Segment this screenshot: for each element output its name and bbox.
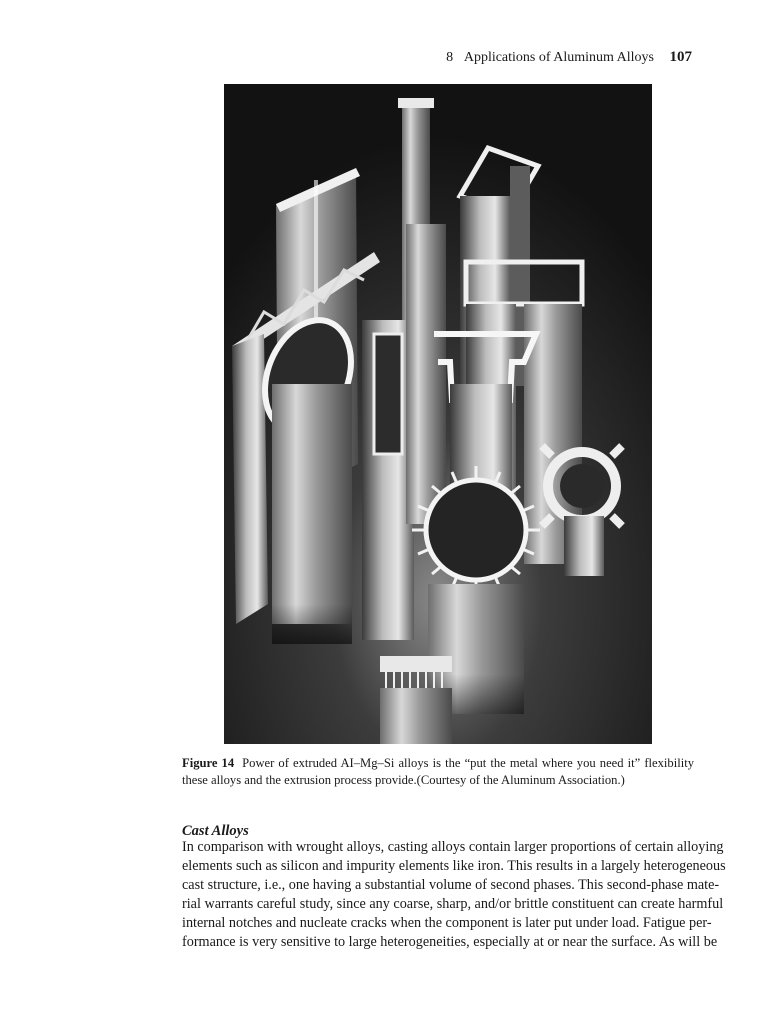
paragraph-line: cast structure, i.e., one having a substantial volume of second phases. This second-phase mate- (182, 877, 720, 893)
paragraph-line: elements such as silicon and impurity elements like iron. This results in a largely heterogeneous (182, 858, 726, 874)
paragraph-line: In comparison with wrought alloys, casting alloys contain larger proportions of certain alloying (182, 839, 724, 855)
running-head (446, 48, 692, 67)
figure-caption (182, 755, 694, 789)
body-paragraph (182, 838, 726, 952)
page-number: 107 (669, 49, 692, 65)
finned-tube-profile (412, 466, 540, 714)
paragraph-line: formance is very sensitive to large heterogeneities, especially at or near the surface. As will be (182, 934, 718, 950)
chapter-number: 8 (446, 50, 454, 65)
chapter-title: Applications of Aluminum Alloys (463, 50, 654, 65)
paragraph-line: internal notches and nucleate cracks when the component is later put under load. Fatigue per- (182, 915, 712, 931)
figure-photo-extrusions (224, 84, 652, 744)
heat-sink-profile (380, 656, 452, 744)
section-heading: Cast Alloys (182, 823, 249, 839)
figure-caption-text: Power of extruded AI–Mg–Si alloys is the “put the metal where you need it” flexibility these alloys and the extrusion process provide.(Courtesy of the Aluminum Association.) (182, 756, 694, 787)
extrusion-profiles-illustration (224, 84, 652, 744)
figure-label: Figure 14 (182, 756, 235, 770)
paragraph-line: rial warrants careful study, since any coarse, sharp, and/or brittle constituent can create harmful (182, 896, 724, 912)
flat-bar-profile (406, 224, 446, 524)
